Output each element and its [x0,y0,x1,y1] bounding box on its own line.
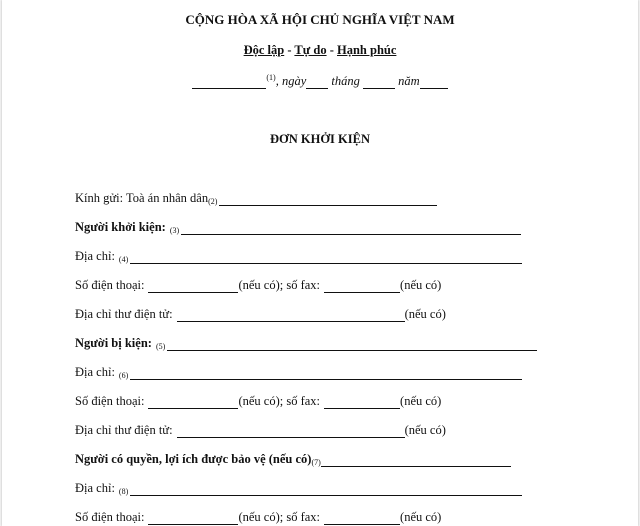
if-any-note: (nếu có) [400,394,442,408]
footnote-ref: (7) [311,458,321,467]
plaintiff-address-blank[interactable] [130,251,522,264]
defendant-phone-line [75,391,441,409]
plaintiff-line [75,217,521,235]
related-party-line [75,449,511,467]
document-title: ĐƠN KHỞI KIỆN [269,132,370,146]
motto-separator: - [326,43,337,57]
address-label: Địa chỉ: [75,249,115,263]
day-label: , ngày [275,74,307,88]
if-any-note: (nếu có) [238,278,280,292]
recipient-blank[interactable] [219,193,437,206]
motto-heading [2,43,638,58]
phone-label: Số điện thoại: [75,278,145,292]
footnote-ref: (5) [155,342,166,351]
email-label: Địa chỉ thư điện tử: [75,423,173,437]
related-fax-blank[interactable] [324,512,400,525]
plaintiff-blank[interactable] [181,222,521,235]
footnote-ref: (8) [118,487,129,496]
defendant-phone-blank[interactable] [148,396,238,409]
address-label: Địa chỉ: [75,365,115,379]
motto-independence: Độc lập [243,43,285,57]
plaintiff-fax-blank[interactable] [324,280,400,293]
motto-separator: - [284,43,295,57]
year-blank[interactable] [420,75,448,89]
footnote-ref: (6) [118,371,129,380]
defendant-line [75,333,537,351]
recipient-label: Kính gửi: Toà án nhân dân [75,191,209,205]
year-label: năm [398,74,420,88]
motto-happiness: Hạnh phúc [337,43,397,57]
defendant-blank[interactable] [167,338,537,351]
defendant-email-line [75,420,446,438]
footnote-ref: (3) [169,226,180,235]
month-blank[interactable] [363,75,395,89]
plaintiff-phone-blank[interactable] [148,280,238,293]
place-date-line [2,73,638,89]
email-label: Địa chỉ thư điện tử: [75,307,173,321]
footnote-ref: (2) [208,197,218,206]
defendant-label: Người bị kiện: [75,336,152,350]
related-party-label: Người có quyền, lợi ích được bảo vệ (nếu có) [75,452,312,466]
plaintiff-email-blank[interactable] [177,309,405,322]
fax-label: ; số fax: [279,394,321,408]
if-any-note: (nếu có) [238,510,280,524]
defendant-fax-blank[interactable] [324,396,400,409]
if-any-note: (nếu có) [400,278,442,292]
if-any-note: (nếu có) [238,394,280,408]
defendant-address-blank[interactable] [130,367,522,380]
fax-label: ; số fax: [279,278,321,292]
motto-freedom: Tự do [294,43,327,57]
if-any-note: (nếu có) [400,510,442,524]
if-any-note: (nếu có) [404,307,446,321]
related-party-blank[interactable] [321,454,511,467]
plaintiff-address-line [75,246,522,264]
defendant-email-blank[interactable] [177,425,405,438]
related-phone-line [75,507,441,525]
phone-label: Số điện thoại: [75,510,145,524]
nation-heading: CỘNG HÒA XÃ HỘI CHỦ NGHĨA VIỆT NAM [185,12,455,27]
related-address-blank[interactable] [130,483,522,496]
place-blank[interactable] [192,75,266,89]
month-label: tháng [331,74,360,88]
address-label: Địa chỉ: [75,481,115,495]
related-address-line [75,478,522,496]
defendant-address-line [75,362,522,380]
plaintiff-phone-line [75,275,441,293]
recipient-line [75,188,437,206]
document-page [2,0,638,526]
phone-label: Số điện thoại: [75,394,145,408]
footnote-ref: (1) [266,73,276,82]
footnote-ref: (4) [118,255,129,264]
plaintiff-email-line [75,304,446,322]
plaintiff-label: Người khởi kiện: [75,220,166,234]
if-any-note: (nếu có) [404,423,446,437]
fax-label: ; số fax: [279,510,321,524]
day-blank[interactable] [306,75,328,89]
related-phone-blank[interactable] [148,512,238,525]
